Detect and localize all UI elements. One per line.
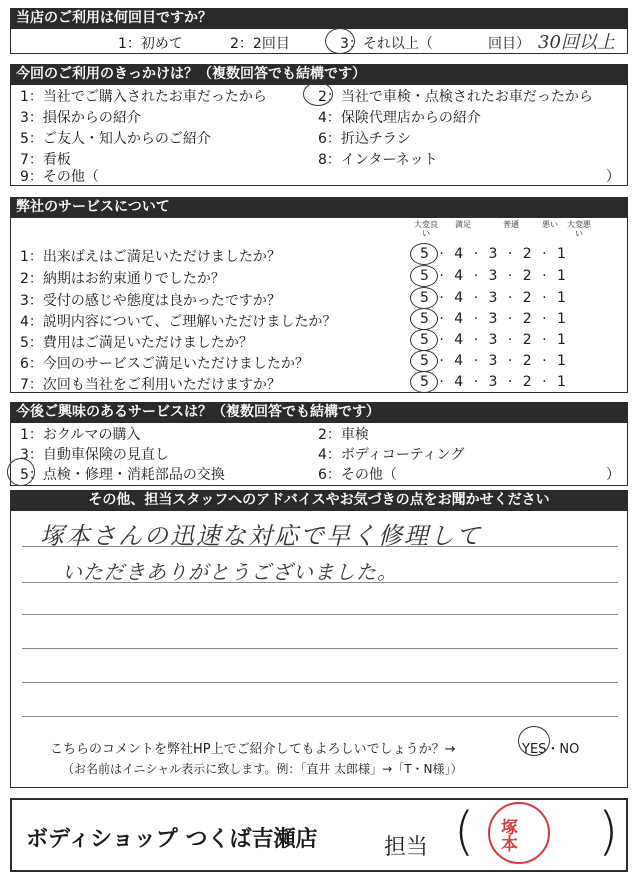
shop-name: ボディショップ つくば吉瀬店 bbox=[26, 827, 318, 852]
comment-line-5 bbox=[22, 682, 618, 683]
q3-answer-circle-2 bbox=[410, 265, 438, 287]
yes-no-choice: YES・NO bbox=[522, 742, 580, 757]
q4-option-4: 4：ボディコーティング bbox=[318, 447, 465, 463]
q3-header-1: 大変悪い bbox=[567, 220, 591, 238]
q3-title: 弊社のサービスについて bbox=[10, 197, 628, 217]
q3-question-7: 7：次回も当社をご利用いただけますか？ bbox=[20, 377, 281, 393]
q3-answer-circle-3 bbox=[410, 287, 438, 309]
q4-option-3: 3：自動車保険の見直し bbox=[20, 447, 169, 463]
q2-option-7: 7：看板 bbox=[20, 152, 71, 168]
q2-title: 今回のご利用のきっかけは？（複数回答でも結構です） bbox=[10, 64, 628, 84]
comment-handwritten-2: いただきありがとうございました。 bbox=[62, 560, 398, 584]
q4-answer-circle bbox=[7, 458, 35, 486]
q2-option-1: 1：当社でご購入されたお車だったから bbox=[20, 89, 267, 105]
q3-question-1: 1：出来ばえはご満足いただけましたか？ bbox=[20, 249, 281, 265]
q1-option-1: 1：初めて bbox=[118, 36, 183, 52]
comment-handwritten-1: 塚本さんの迅速な対応で早く修理して bbox=[40, 522, 482, 550]
q4-close-paren: ） bbox=[606, 467, 620, 483]
q2-option-9: 9：その他（ bbox=[20, 169, 99, 185]
q2-option-5: 5：ご友人・知人からのご紹介 bbox=[20, 131, 211, 147]
q3-question-6: 6：今回のサービスご満足いただけましたか？ bbox=[20, 356, 309, 372]
q2-option-8: 8：インターネット bbox=[318, 152, 438, 168]
q3-scale-5: 5 · 4 · 3 · 2 · 1 bbox=[420, 332, 566, 348]
comment-line-4 bbox=[22, 648, 618, 649]
comment-line-6 bbox=[22, 716, 618, 717]
q3-answer-circle-4 bbox=[410, 308, 438, 330]
q3-header-4: 満足 bbox=[455, 220, 471, 229]
hp-permission-question: こちらのコメントを弊社HP上でご紹介してもよろしいでしょうか？→ bbox=[50, 742, 456, 757]
q3-question-5: 5：費用はご満足いただけましたか？ bbox=[20, 335, 253, 351]
q1-option-3: 3：それ以上（ bbox=[340, 36, 433, 52]
q3-header-3: 普通 bbox=[503, 220, 519, 229]
q3-question-4: 4：説明内容について、ご理解いただけましたか？ bbox=[20, 314, 337, 330]
q5-title: その他、担当スタッフへのアドバイスやお気づきの点をお聞かせください bbox=[10, 490, 628, 510]
q3-header-2: 悪い bbox=[542, 220, 558, 229]
staff-close-paren: ) bbox=[598, 802, 619, 862]
q3-answer-circle-1 bbox=[410, 243, 438, 265]
q4-option-1: 1：おクルマの購入 bbox=[20, 427, 141, 443]
q3-scale-7: 5 · 4 · 3 · 2 · 1 bbox=[420, 374, 566, 390]
q2-answer-circle bbox=[303, 82, 333, 106]
q4-title: 今後ご興味のあるサービスは？（複数回答でも結構です） bbox=[10, 402, 628, 422]
staff-open-paren: ( bbox=[454, 802, 475, 862]
yes-answer-circle bbox=[518, 726, 550, 756]
q3-answer-circle-5 bbox=[410, 329, 438, 351]
q3-scale-3: 5 · 4 · 3 · 2 · 1 bbox=[420, 290, 566, 306]
q2-option-6: 6：折込チラシ bbox=[318, 131, 411, 147]
q1-title: 当店のご利用は何回目ですか？ bbox=[10, 8, 628, 28]
q3-question-2: 2：納期はお約束通りでしたか？ bbox=[20, 271, 225, 287]
q2-option-4: 4：保険代理店からの紹介 bbox=[318, 110, 481, 126]
q4-option-5: 5：点検・修理・消耗部品の交換 bbox=[20, 467, 225, 483]
q1-option-2: 2：2回目 bbox=[230, 36, 290, 52]
q1-handwritten-answer: 30回以上 bbox=[538, 32, 615, 53]
q3-scale-4: 5 · 4 · 3 · 2 · 1 bbox=[420, 311, 566, 327]
q4-option-6: 6：その他（ bbox=[318, 467, 397, 483]
q1-box bbox=[10, 28, 628, 54]
staff-label: 担当 bbox=[384, 835, 429, 860]
q1-option-3-suffix: 回目） bbox=[488, 36, 530, 52]
staff-seal-stamp bbox=[488, 802, 550, 864]
q3-scale-2: 5 · 4 · 3 · 2 · 1 bbox=[420, 268, 566, 284]
q3-scale-6: 5 · 4 · 3 · 2 · 1 bbox=[420, 353, 566, 369]
q3-answer-circle-7 bbox=[410, 371, 438, 393]
q2-option-3: 3：損保からの紹介 bbox=[20, 110, 141, 126]
q3-question-3: 3：受付の感じや態度は良かったですか？ bbox=[20, 293, 281, 309]
q3-scale-1: 5 · 4 · 3 · 2 · 1 bbox=[420, 246, 566, 262]
comment-line-3 bbox=[22, 614, 618, 615]
q1-answer-circle bbox=[325, 28, 355, 54]
seal-text: 塚本 bbox=[497, 818, 517, 852]
initials-note: （お名前はイニシャル表示に致します。例：「直井 太郎様」→「T・N様」） bbox=[62, 762, 463, 776]
q3-answer-circle-6 bbox=[410, 350, 438, 372]
q3-header-5: 大変良い bbox=[414, 220, 438, 238]
q4-option-2: 2：車検 bbox=[318, 427, 369, 443]
q2-option-2: 2：当社で車検・点検されたお車だったから bbox=[318, 89, 593, 105]
q2-close-paren: ） bbox=[606, 169, 620, 185]
